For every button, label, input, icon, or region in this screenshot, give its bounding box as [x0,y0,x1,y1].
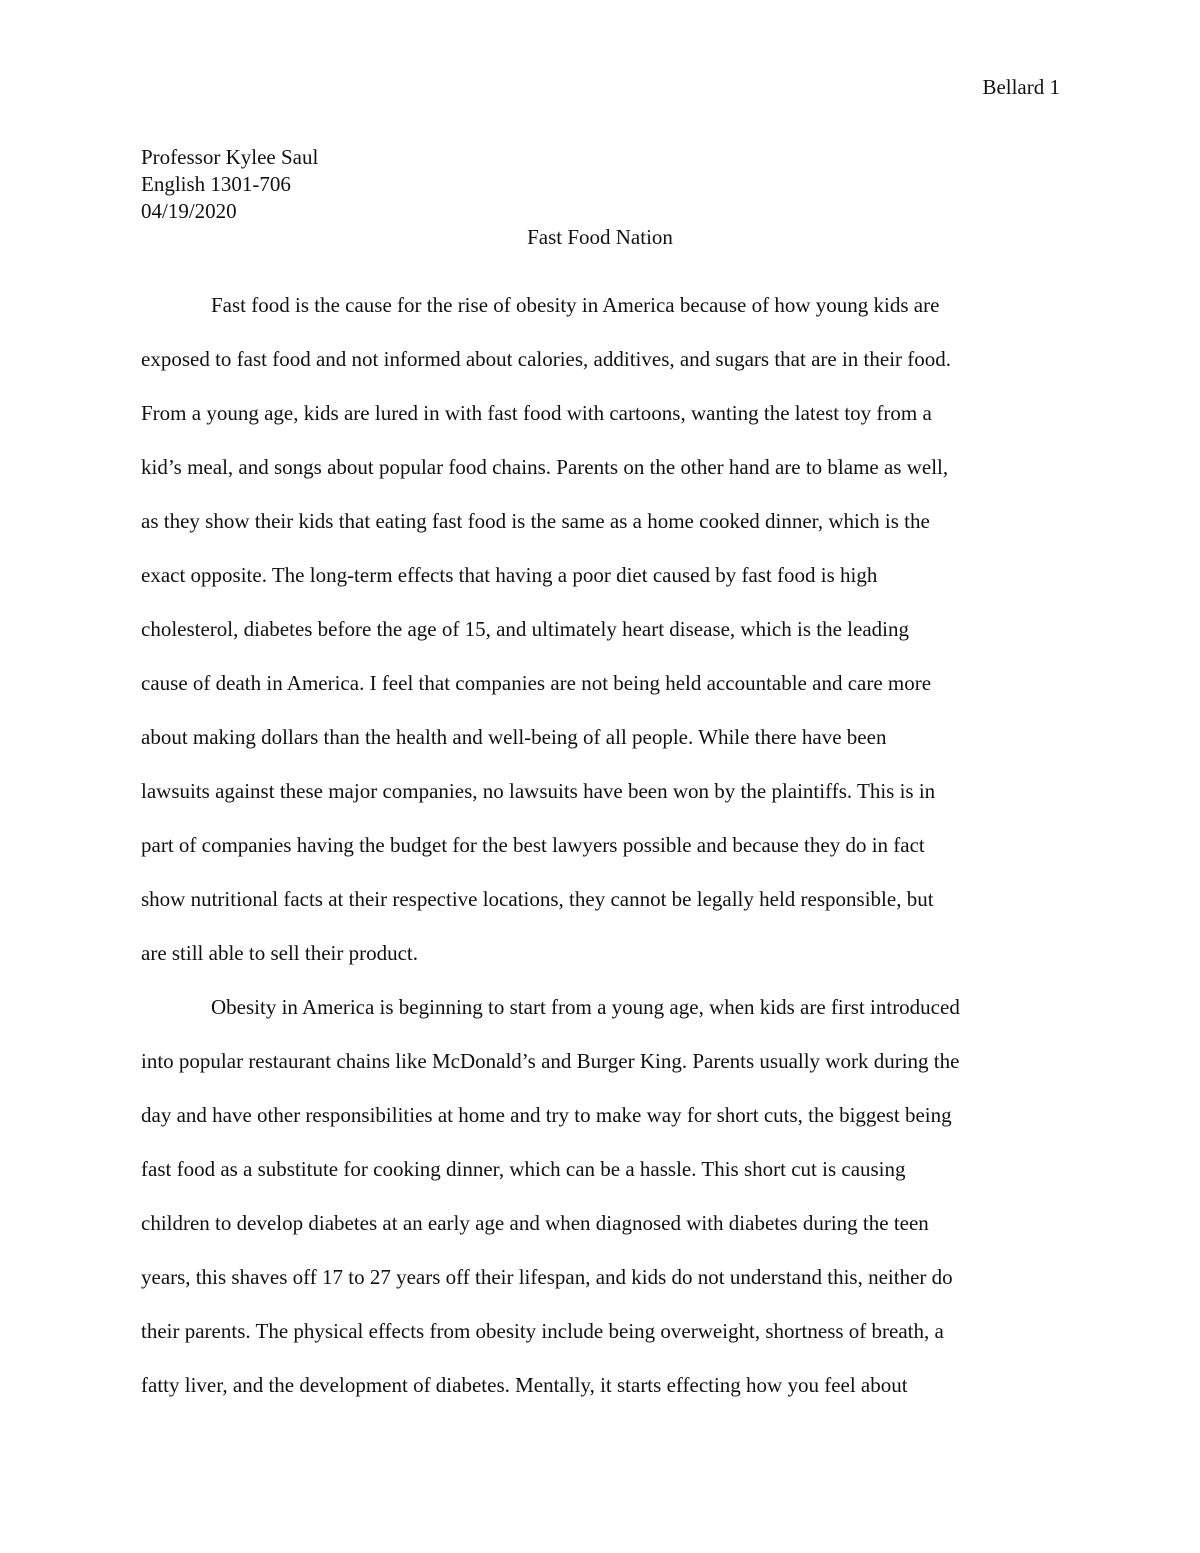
mla-heading-block [141,144,318,225]
paragraph-line: Fast food is the cause for the rise of obesity in America because of how young kids are [211,293,940,317]
paragraph-line: kid’s meal, and songs about popular food chains. Parents on the other hand are to blame as well, [141,455,949,479]
paragraph-line: into popular restaurant chains like McDonald’s and Burger King. Parents usually work during the [141,1049,960,1073]
essay-title: Fast Food Nation [527,225,673,249]
essay-body [141,278,1061,1412]
paragraph-line: show nutritional facts at their respective locations, they cannot be legally held responsible, but [141,887,934,911]
paragraph-line: their parents. The physical effects from obesity include being overweight, shortness of breath, a [141,1319,944,1343]
paragraph-line: exposed to fast food and not informed about calories, additives, and sugars that are in their food. [141,347,952,371]
paragraph-line: years, this shaves off 17 to 27 years off their lifespan, and kids do not understand this, neither do [141,1265,953,1289]
paragraph-line: about making dollars than the health and well-being of all people. While there have been [141,725,887,749]
paragraph-line: lawsuits against these major companies, no lawsuits have been won by the plaintiffs. This is in [141,779,936,803]
paragraph-line: exact opposite. The long-term effects that having a poor diet caused by fast food is high [141,563,878,587]
paragraph-line: From a young age, kids are lured in with fast food with cartoons, wanting the latest toy from a [141,401,932,425]
paragraph-line: children to develop diabetes at an early age and when diagnosed with diabetes during the teen [141,1211,929,1235]
paragraph-line: Obesity in America is beginning to start from a young age, when kids are first introduced [211,995,960,1019]
paragraph-line: day and have other responsibilities at home and try to make way for short cuts, the biggest being [141,1103,952,1127]
paragraph-line: fast food as a substitute for cooking dinner, which can be a hassle. This short cut is causing [141,1157,906,1181]
paragraph-line: part of companies having the budget for the best lawyers possible and because they do in fact [141,833,925,857]
paragraph-line: are still able to sell their product. [141,941,418,965]
paragraph-1 [141,278,1061,980]
paragraph-line: cause of death in America. I feel that companies are not being held accountable and care more [141,671,932,695]
paragraph-line: fatty liver, and the development of diabetes. Mentally, it starts effecting how you feel about [141,1373,908,1397]
course-name: English 1301-706 [141,172,291,196]
submission-date: 04/19/2020 [141,199,237,223]
paragraph-line: cholesterol, diabetes before the age of 15, and ultimately heart disease, which is the leading [141,617,909,641]
paragraph-line: as they show their kids that eating fast food is the same as a home cooked dinner, which is the [141,509,930,533]
paragraph-2 [141,980,1061,1412]
professor-name: Professor Kylee Saul [141,145,319,169]
running-header-page-number: Bellard 1 [982,75,1060,99]
